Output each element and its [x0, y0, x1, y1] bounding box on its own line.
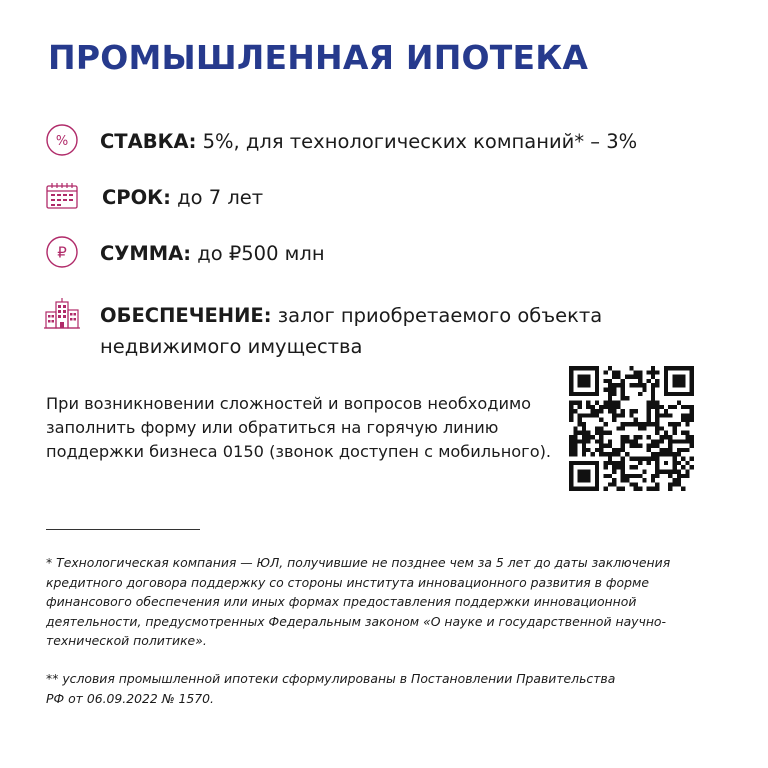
help-line: поддержки бизнеса 0150 (звонок доступен с мобильного).: [46, 442, 552, 461]
help-line: заполнить форму или обратиться на горячую линию: [46, 418, 499, 437]
footnote-line: * Технологическая компания — ЮЛ, получившие не позднее чем за 5 лет до даты заключения: [46, 555, 671, 570]
ruble-icon: [44, 234, 80, 270]
help-line: При возникновении сложностей и вопросов необходимо: [46, 394, 532, 413]
footnote-line: финансового обеспечения или иных формах предоставления поддержки инновационной: [46, 594, 637, 609]
svg-text:₽: ₽: [57, 243, 67, 262]
amount-label: СУММА:: [100, 242, 192, 265]
calendar-icon: [44, 178, 80, 214]
collateral-value-line1: залог приобретаемого объекта: [271, 304, 603, 327]
buildings-icon: [44, 296, 80, 332]
footnote-line: деятельности, предусмотренных Федеральным законом «О науке и государственной научно-: [46, 613, 666, 629]
page-title: ПРОМЫШЛЕННАЯ ИПОТЕКА: [48, 38, 589, 77]
footnote-line: ** условия промышленной ипотеки сформулированы в Постановлении Правительства: [46, 671, 616, 686]
qr-code[interactable]: [569, 366, 694, 491]
term-label: СРОК:: [102, 186, 171, 209]
footnote-line: кредитного договора поддержку со стороны института инновационного развития в форме: [46, 574, 649, 590]
percent-icon: [44, 122, 80, 158]
rate-value: 5%, для технологических компаний* – 3%: [196, 130, 638, 153]
footnote-tech-company: [46, 553, 670, 651]
amount-value: до ₽500 млн: [191, 242, 325, 265]
footnote-line: технической политике».: [46, 633, 207, 648]
footnote-divider: [46, 529, 200, 530]
footnote-conditions: [46, 669, 615, 708]
footnote-line: РФ от 06.09.2022 № 1570.: [46, 690, 214, 706]
rate-label: СТАВКА:: [100, 130, 197, 153]
term-value: до 7 лет: [170, 186, 264, 209]
svg-text:%: %: [55, 134, 69, 149]
collateral-label: ОБЕСПЕЧЕНИЕ:: [100, 304, 272, 327]
help-text: [46, 392, 551, 464]
collateral-value-line2: недвижимого имущества: [100, 335, 363, 358]
